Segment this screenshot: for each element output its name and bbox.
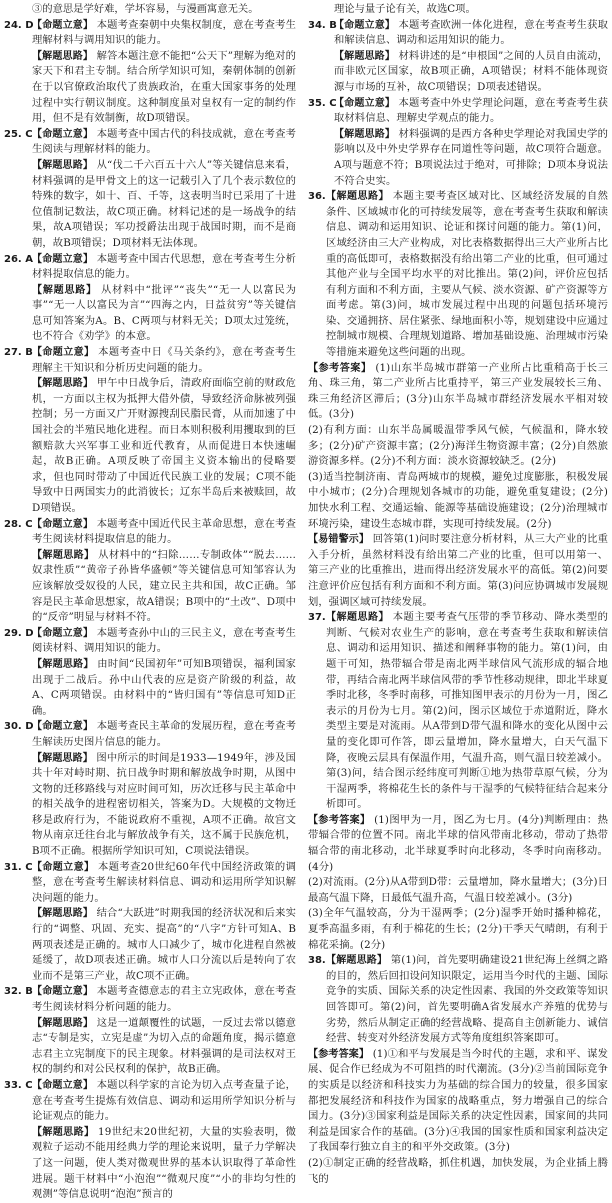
intent-label: 【命题立意】 (32, 518, 94, 530)
intent-text: 本题考查中国古代的科技成就，意在考查考生阅读与理解材料的能力。 (32, 127, 297, 156)
question-number: 37. (308, 612, 326, 624)
intent-label: 【命题立意】 (334, 19, 396, 31)
left-column (4, 2, 296, 1203)
analysis-text: 19世纪末20世纪初，大量的实验表明，微观粒子运动不能用经典力学的理论来说明，量子力学解决了这一问题，使人类对微观世界的基本认识取得了革命性进展。题干材料中“小泡泡”“微观尺度”“小的非均匀性的观测”等信息说明“泡泡”预言的 (32, 1125, 296, 1201)
intent-text: 本题考查中国近代民主革命思想，意在考查考生阅读材料提取信息的能力。 (32, 517, 297, 546)
analysis-label: 【解题思路】 (326, 191, 389, 203)
question-number: 27. B (4, 347, 33, 359)
analysis-text: 本题主要考查区域对比、区域经济发展的自然条件、区域城市化的可持续发展等，意在考查考生获取和解读信息、调动和运用知识、论证和探讨问题的能力。第(1)问，区域经济由三大产业构成，对比表格数据得出三大产业所占比重的高低即可，表格数据没有给出第二产业的比重，但可通过其他产业与全国平均水平的对比推出。第(2)问，评价应包括有利方面和不利方面，主要从气候、淡水资源、矿产资源等方面考虑。第(3)问，城市发展过程中出现的问题包括环境污染、交通拥挤、居住紧张、绿地面积小等，规划建设中应通过控制城市规模、合理规划道路、增加基础设施、治理城市污染等措施来避免这些问题的出现。 (326, 190, 609, 359)
warning-label: 【易错警示】 (308, 534, 370, 546)
answer-entry-38 (308, 953, 608, 1187)
analysis-text: 材料讲述的是“申根国”之间的人员自由流动，而非欧元区国家，故B项正确，A项错误；材料不能体现资源与市场的互补，故C项错误；D项表述错误。 (334, 49, 608, 93)
answer-entry-25 (4, 127, 296, 252)
question-number: 28. C (4, 518, 33, 530)
analysis-text: 结合“大跃进”时期我国的经济状况和后来实行的“调整、巩固、充实、提高”的“八字”方针可知A、B两项表述是正确的。城市人口减少了，城市化进程自然被延缓了，故D项表述正确。城市人口分流以后是转向了农业而不是第三产业，故C项不正确。 (32, 907, 297, 982)
intent-label: 【命题立意】 (32, 1079, 94, 1091)
question-number: 29. D (4, 627, 34, 639)
question-number: 32. B (4, 986, 33, 998)
analysis-text: 这是一道颠覆性的试题，一反过去常以德意志“专制是实，立宪是虚”为切入点的命题角度，揭示德意志君主立宪制度下的民主现象。材料强调的是司法权对王权的制约和对公民权利的保护，故B正确。 (32, 1016, 297, 1076)
analysis-label: 【解题思路】 (334, 128, 396, 140)
answer-label: 【参考答案】 (308, 814, 371, 826)
answer-entry-35 (308, 96, 608, 190)
answer-label: 【参考答案】 (308, 1048, 370, 1060)
answer-text-2: (2)有利方面：山东半岛属暖温带季风气候，气候温和，降水较多；(2分)矿产资源丰富；(2分)海洋生物资源丰富；(2分)自然旅游资源多样。(2分)不利方面：淡水资源较缺乏。(2分) (308, 424, 608, 468)
question-number: 25. C (4, 128, 33, 140)
answer-text-2: (2)①制定正确的经营战略，抓住机遇，加快发展，为企业插上腾飞的 (308, 1156, 608, 1185)
answer-entry-28 (4, 517, 296, 626)
analysis-label: 【解题思路】 (32, 908, 94, 920)
analysis-label: 【解题思路】 (32, 284, 97, 296)
intent-label: 【命题立意】 (32, 627, 94, 639)
intent-text: 本题考查中日《马关条约》，意在考查考生理解主干知识和分析历史问题的能力。 (32, 346, 297, 374)
analysis-label: 【解题思路】 (32, 378, 94, 390)
answer-entry-34 (308, 18, 608, 96)
intent-label: 【命题立意】 (32, 986, 94, 998)
intent-text: 本题考查20世纪60年代中国经济政策的调整，意在考查考生解读材料信息、调动和运用所学知识解决问题的能力。 (32, 860, 296, 904)
answer-text-1: (1)山东半岛城市群第一产业所占比重稍高于长三角、珠三角，第二产业所占比重持平，第三产业发展较长三角、珠三角经济区滞后；(3分)山东半岛城市群经济发展水平相对较低。(3分) (308, 361, 608, 421)
analysis-label: 【解题思路】 (32, 1017, 94, 1029)
analysis-text: 图中所示的时间是1933—1949年，涉及国共十年对峙时期、抗日战争时期和解放战争时期，从图中文物的迁移路线与对应时间可知，历次迁移与民主革命中的相关战争的进程密切相关，答案为D。大规模的文物迁移是政府行为，不能说政府不重视，A项不正确。故宫文物从南京迁往台北与解放战争有关，这不属于民族危机，B项不正确。根据所学知识可知，C项说法错误。 (32, 751, 296, 858)
analysis-text: 从材料中的“扫除……专制政体”“脱去……奴隶性质”“黄帝子孙皆华盛顿”等关键信息可知邹容认为应该解放受奴役的人民，建立民主共和国，故C正确。邹容是民主革命思想家，故A错误；B项中的“土改”、D项中的“反帝”明显与材料不符。 (32, 548, 296, 624)
analysis-text: 第(1)问，首先要明确建设21世纪海上丝绸之路的目的，然后回扣设问知识限定，运用当今时代的主题、国际竞争的实质、国际关系的决定性因素、我国的外交政策等知识回答即可。第(2)问，首先要明确A省发展水产养殖的优势与劣势，然后从制定正确的经营战略、提高自主创新能力、诚信经营、转变对外经济发展方式等角度组织答案即可。 (326, 954, 608, 1045)
analysis-label: 【解题思路】 (326, 612, 389, 624)
question-number: 34. B (308, 19, 337, 31)
intent-text: 本题以科学家的言论为切入点考查量子论，意在考查考生提炼有效信息、调动和运用所学知识分析与论证观点的能力。 (32, 1078, 297, 1123)
question-number: 33. C (4, 1079, 33, 1091)
analysis-label: 【解题思路】 (32, 549, 95, 561)
answer-text-3: (3)全年气温较高，分为干湿两季；(2分)湿季开始时播种棉花，夏季高温多雨，有利于棉花的生长；(2分)干季天气晴朗，有利于棉花采摘。(2分) (308, 907, 608, 951)
analysis-text: 由时间“民国初年”可知B项错误，福利国家出现于二战后。孙中山代表的应是资产阶级的利益，故A、C两项错误。由材料中的“皆归国有”等信息可知D正确。 (32, 657, 296, 717)
question-number: 26. A (4, 253, 33, 265)
answer-entry-29 (4, 626, 296, 720)
intent-label: 【命题立意】 (32, 347, 95, 359)
intent-text: 本题考查中外史学理论问题，意在考查考生获取材料信息、理解史学观点的能力。 (334, 96, 609, 125)
intent-text: 本题考查德意志的君主立宪政体，意在考查考生阅读材料分析问题的能力。 (32, 985, 297, 1013)
analysis-text: 甲午中日战争后，清政府面临空前的财政危机，一方面以主权为抵押大借外债，导致经济命脉被列强控制；另一方面又广开财源搜刮民脂民膏，从而加速了中国社会的半殖民地化进程。而日本则积极利用攫取到的巨额赔款大兴军事工业和近代教育，从而促进日本快速崛起，故B正确。A项反映了帝国主义资本输出的侵略要求，但也同时带动了中国近代民族工业的发展；C项不能导致中日两国实力的此消彼长；辽东半岛后来被赎回，故D项错误。 (32, 377, 297, 514)
intent-text: 本题考查秦朝中央集权制度，意在考查考生理解材料与调用知识的能力。 (32, 18, 297, 47)
intent-label: 【命题立意】 (334, 97, 396, 109)
answer-entry-30 (4, 719, 296, 859)
intent-text: 本题考查孙中山的三民主义，意在考查考生阅读材料、调用知识的能力。 (32, 626, 297, 655)
intent-text: 本题考查中国古代思想，意在考查考生分析材料提取信息的能力。 (32, 252, 297, 281)
analysis-text: 从“伐二千六百五十六人”等关键信息来看，材料强调的是甲骨文上的这一记载引入了几个表示数位的特殊的数字，如十、百、千等，这表明当时已采用了十进位值制记数法，故C项正确。材料记述的是一场战争的结果，故A项错误；军功授爵法出现于战国时期，而不是商朝，故B项错误；D项材料无法体现。 (32, 158, 297, 249)
right-column (308, 2, 608, 1187)
intent-label: 【命题立意】 (32, 19, 94, 31)
answer-entry-24 (4, 18, 296, 127)
analysis-label: 【解题思路】 (326, 955, 388, 967)
answer-entry-37 (308, 610, 608, 953)
analysis-label: 【解题思路】 (32, 50, 94, 62)
answer-entry-31 (4, 860, 296, 985)
analysis-text: 从材料中“批评”“丧失”“无一人以富民为事”“无一人以富民为言”“四海之内，日益贫穷”等关键信息可知答案为A。B、C两项与材料无关；D项太过笼统，也不符合《劝学》的本意。 (32, 283, 296, 343)
lead-text: 理论与量子论有关，故选C项。 (334, 3, 476, 15)
analysis-text: 材料强调的是西方各种史学理论对我国史学的影响以及中外史学界存在同道性等问题，故C项符合题意。A项与题意不符；B项说法过于绝对，可排除；D项本身说法不符合史实。 (334, 127, 609, 187)
question-number: 38. (308, 955, 326, 967)
answer-entry-36 (308, 189, 608, 610)
analysis-label: 【解题思路】 (32, 752, 93, 764)
question-number: 24. D (4, 19, 34, 31)
answer-text-3: (3)适当控制济南、青岛两城市的规模，避免过度膨胀，积极发展中小城市；(2分)合理规划各城市的功能，避免重复建设；(2分)加快水利工程、交通运输、能源等基础设施建设；(2分)治理城市环境污染，建设生态城市群，实现可持续发展。(2分) (308, 470, 608, 530)
question-number: 36. (308, 191, 326, 203)
question-number: 31. C (4, 861, 33, 873)
answer-text-1: (1)①和平与发展是当今时代的主题，求和平、谋发展、促合作已经成为不可阻挡的时代潮流。(3分)②当前国际竞争的实质是以经济和科技实力为基础的综合国力的较量，很多国家都把发展经济和科技作为国家的战略重点，努力增强自己的综合国力。(3分)③国家利益是国际关系的决定性因素，国家间的共同利益是国家合作的基础。(3分)④我国的国家性质和国家利益决定了我国奉行独立自主的和平外交政策。(3分) (308, 1047, 608, 1154)
analysis-text: 本题主要考查气压带的季节移动、降水类型的判断、气候对农业生产的影响，意在考查考生获取和解读信息、调动和运用知识、描述和阐释事物的能力。第(1)问，由题干可知，热带辐合带是南北两半球信风气流形成的辐合地带，再结合南北两半球信风带的季节性移动规律，即北半球夏季时北移，冬季时南移，可推知图甲表示的月份为一月，图乙表示的月份为七月。第(2)问，图示区域位于赤道附近，降水类型主要是对流雨。从A带到D带气温和降水的变化从图中云量的变化即可作答，即云量增加，降水量增大，白天气温下降，夜晚云层具有保温作用，气温升高，则气温日较差减小。第(3)问，结合图示经纬度可判断①地为热带草原气候，分为干湿两季，将棉花生长的条件与干湿季的气候特征结合起来分析即可。 (326, 611, 609, 811)
analysis-text: 解答本题注意不能把“公天下”理解为绝对的家天下和君主专制。结合所学知识可知，秦朝体制的创新在于以官僚政治取代了贵族政治，在重大国家事务的处理过程中实行朝议制度。这种制度虽对皇权有一定的制约作用，但不是有效制衡，故D项错误。 (32, 49, 297, 125)
analysis-label: 【解题思路】 (32, 159, 94, 171)
answer-text-2: (2)对流雨。(2分)从A带到D带：云量增加，降水量增大；(3分)日最高气温下降，日最低气温升高，气温日较差减小。(3分) (308, 876, 608, 904)
lead-text: ③的意思是学好难，学坏容易，与漫画寓意无关。 (32, 3, 259, 15)
answer-entry-32 (4, 984, 296, 1078)
analysis-label: 【解题思路】 (32, 658, 94, 670)
analysis-label: 【解题思路】 (32, 1126, 95, 1138)
answer-entry-33 (4, 1078, 296, 1203)
answer-label: 【参考答案】 (308, 362, 372, 374)
question-number: 35. C (308, 97, 337, 109)
intent-label: 【命题立意】 (32, 721, 94, 733)
question-number: 30. D (4, 721, 34, 733)
intent-text: 本题考查欧洲一体化进程，意在考查考生获取和解读信息、调动和运用知识的能力。 (334, 18, 609, 47)
intent-label: 【命题立意】 (32, 128, 94, 140)
intent-label: 【命题立意】 (32, 861, 95, 873)
answer-entry-26 (4, 252, 296, 346)
warning-text: 回答第(1)问时要注意分析材料，从三大产业的比重入手分析，虽然材料没有给出第二产业的比重，但可以用第一、第三产业的比重推出，进而得出经济发展水平的高低。第(2)问要注意评价应包括有利方面和不利方面。第(3)问应协调城市发展规划，强调区域可持续发展。 (308, 533, 608, 608)
answer-entry-27 (4, 345, 296, 517)
intent-text: 本题考查民主革命的发展历程，意在考查考生解读历史图片信息的能力。 (32, 720, 297, 748)
intent-label: 【命题立意】 (32, 253, 94, 265)
analysis-label: 【解题思路】 (334, 50, 395, 62)
answer-text-1: (1)图甲为一月，图乙为七月。(4分)判断理由：热带辐合带的位置不同。南北半球的信风带南北移动，带动了热带辐合带的南北移动，北半球夏季时向北移动，冬季时向南移动。(4分) (308, 813, 608, 873)
